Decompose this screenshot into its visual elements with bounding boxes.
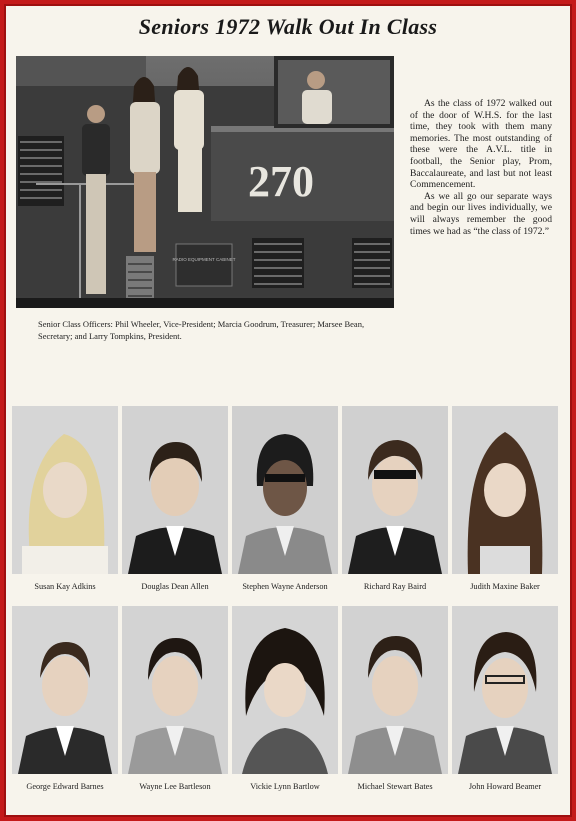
portrait-photo [452, 606, 558, 774]
student-name: Michael Stewart Bates [357, 782, 433, 791]
cabinet-label: RADIO EQUIPMENT CABINET [172, 257, 236, 262]
portrait-card [122, 606, 228, 796]
portrait-photo [342, 406, 448, 574]
portrait-card [452, 606, 558, 796]
portrait-photo [12, 606, 118, 774]
portrait-card [122, 406, 228, 596]
student-name: Douglas Dean Allen [141, 582, 209, 591]
portrait-photo [452, 406, 558, 574]
student-name: George Edward Barnes [26, 782, 104, 791]
student-name: Judith Maxine Baker [470, 582, 540, 591]
yearbook-page [4, 4, 572, 817]
student-name: John Howard Beamer [468, 782, 542, 791]
portrait-card [232, 606, 338, 796]
portrait-card [232, 406, 338, 596]
senior-portraits-grid [12, 402, 562, 812]
portrait-photo [122, 406, 228, 574]
portrait-card [452, 406, 558, 596]
page-title: Seniors 1972 Walk Out In Class [138, 14, 438, 39]
portrait-photo [232, 606, 338, 774]
student-name: Vickie Lynn Bartlow [250, 782, 320, 791]
portrait-card [342, 606, 448, 796]
story-text [410, 98, 552, 237]
locomotive-photo-illustration [16, 56, 394, 308]
portrait-card [12, 406, 118, 596]
portrait-card [342, 406, 448, 596]
class-officers-photo [16, 56, 394, 308]
portrait-card [12, 606, 118, 796]
student-name: Stephen Wayne Anderson [242, 582, 328, 591]
engine-number: 270 [248, 157, 314, 206]
story-paragraph-1: As the class of 1972 walked out of the door of W.H.S. for the last time, they took with them many memories. The most outstanding of these were the A.V.L. title in football, the Senior play, Prom, Baccalaureate, and last but not least Commencement. [410, 98, 552, 191]
student-name: Wayne Lee Bartleson [139, 782, 211, 791]
student-name: Susan Kay Adkins [34, 582, 96, 591]
story-paragraph-2: As we all go our separate ways and begin our lives individually, we will always remember the good times we had as “the class of 1972.” [410, 190, 552, 237]
student-name: Richard Ray Baird [363, 582, 427, 591]
portrait-photo [12, 406, 118, 574]
portrait-photo [122, 606, 228, 774]
photo-caption: Senior Class Officers: Phil Wheeler, Vice-President; Marcia Goodrum, Treasurer; Marsee Bean, Secretary; and Larry Tompkins, President. [38, 319, 365, 341]
portrait-photo [232, 406, 338, 574]
portrait-photo [342, 606, 448, 774]
